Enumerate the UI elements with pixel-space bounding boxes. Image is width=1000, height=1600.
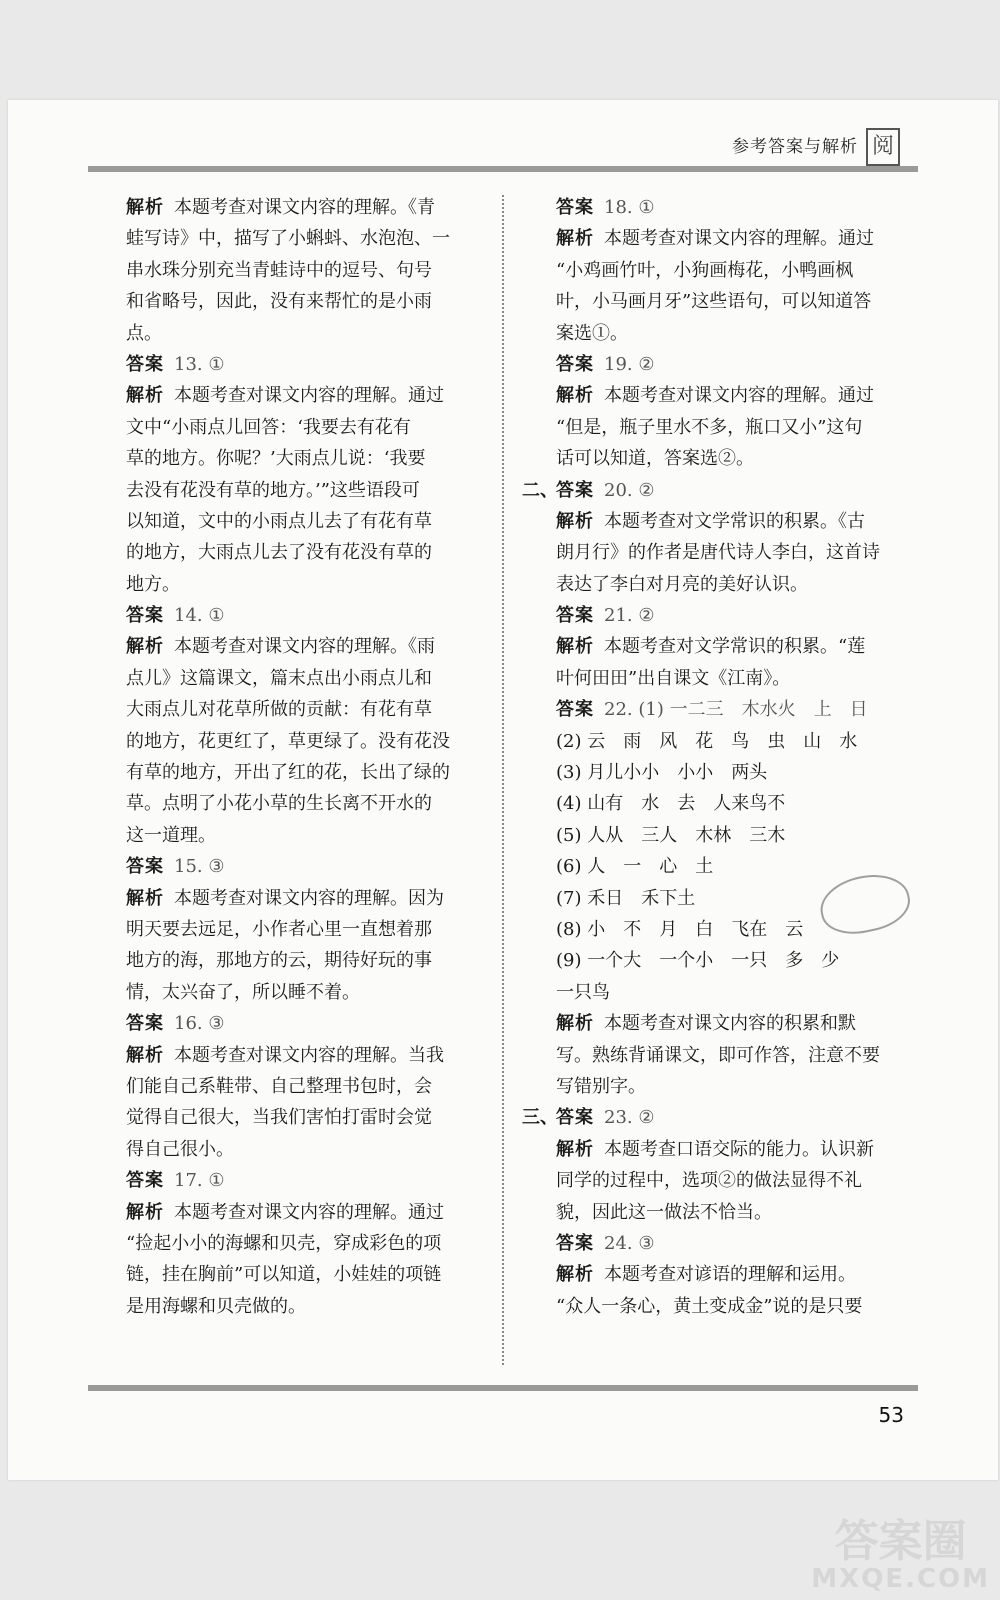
answer-value: 13. ① bbox=[174, 353, 225, 375]
explanation-text: 同学的过程中，选项②的做法显得不礼 bbox=[556, 1170, 862, 1192]
answer-entry bbox=[556, 1228, 901, 1259]
explanation-label: 解析 bbox=[126, 385, 164, 407]
answer-entry bbox=[522, 1102, 901, 1133]
explanation-text: 本题考查对课文内容的理解。通过 bbox=[174, 1201, 444, 1223]
explanation-label: 解析 bbox=[126, 1201, 164, 1223]
explanation-text: 草的地方。你呢？’大雨点儿说：‘我要 bbox=[126, 448, 426, 470]
explanation-label: 解析 bbox=[556, 385, 594, 407]
section-number: 二、 bbox=[522, 479, 558, 501]
explanation-line bbox=[556, 286, 901, 317]
explanation-line bbox=[556, 631, 901, 662]
explanation-line bbox=[126, 726, 471, 757]
left-column bbox=[126, 192, 471, 1322]
answer-label: 答案 bbox=[126, 856, 164, 878]
column-divider bbox=[502, 195, 504, 1365]
explanation-text: 案选①。 bbox=[556, 322, 628, 344]
explanation-text: 本题考查对课文内容的理解。当我 bbox=[174, 1044, 444, 1066]
explanation-line bbox=[556, 443, 901, 474]
explanation-label: 解析 bbox=[126, 636, 164, 658]
explanation-line bbox=[126, 883, 471, 914]
explanation-text: 是用海螺和贝壳做的。 bbox=[126, 1295, 306, 1317]
answer-label: 答案 bbox=[556, 605, 594, 627]
explanation-line bbox=[126, 820, 471, 851]
answer-entry bbox=[556, 600, 901, 631]
answer-line: (2) 云 雨 风 花 鸟 虫 山 水 bbox=[556, 730, 858, 752]
explanation-label: 解析 bbox=[556, 1138, 594, 1160]
answer-line: (9) 一个大 一个小 一只 多 少 bbox=[556, 950, 840, 972]
header-rule bbox=[88, 166, 918, 172]
explanation-line bbox=[126, 694, 471, 725]
answer-entry bbox=[556, 349, 901, 380]
answer-label: 答案 bbox=[556, 1232, 594, 1254]
section-number: 三、 bbox=[522, 1107, 558, 1129]
answer-label: 答案 bbox=[556, 197, 594, 218]
right-column bbox=[522, 192, 901, 1322]
explanation-line bbox=[126, 1228, 471, 1259]
explanation-text: 本题考查对文学常识的积累。《古 bbox=[604, 510, 865, 532]
explanation-text: 叶何田田”出自课文《江南》。 bbox=[556, 667, 791, 689]
answer-value: 15. ③ bbox=[174, 856, 225, 878]
explanation-line bbox=[556, 1291, 901, 1322]
explanation-text: 文中“小雨点儿回答：‘我要去有花有 bbox=[126, 416, 411, 438]
explanation-line bbox=[126, 1134, 471, 1165]
explanation-text: 情，太兴奋了，所以睡不着。 bbox=[126, 981, 360, 1003]
answer-label: 答案 bbox=[126, 605, 164, 627]
explanation-line bbox=[556, 537, 901, 568]
explanation-text: 和省略号，因此，没有来帮忙的是小雨 bbox=[126, 291, 432, 313]
explanation-text: 本题考查口语交际的能力。认识新 bbox=[604, 1138, 874, 1160]
explanation-label: 解析 bbox=[556, 1264, 594, 1286]
explanation-text: 本题考查对课文内容的积累和默 bbox=[604, 1013, 856, 1035]
explanation-text: 草。点明了小花小草的生长离不开水的 bbox=[126, 793, 432, 815]
explanation-line bbox=[126, 631, 471, 662]
explanation-text: “小鸡画竹叶，小狗画梅花，小鸭画枫 bbox=[556, 259, 854, 281]
explanation-line bbox=[126, 977, 471, 1008]
explanation-label: 解析 bbox=[556, 510, 594, 532]
explanation-line bbox=[126, 443, 471, 474]
answer-value: 24. ③ bbox=[604, 1232, 655, 1254]
explanation-text: 地方的海，那地方的云，期待好玩的事 bbox=[126, 950, 432, 972]
footer-rule bbox=[88, 1385, 918, 1391]
header-badge-icon: 阅 bbox=[866, 128, 900, 166]
answer-value: 17. ① bbox=[174, 1170, 225, 1192]
explanation-line bbox=[126, 663, 471, 694]
explanation-text: 表达了李白对月亮的美好认识。 bbox=[556, 573, 808, 595]
explanation-line bbox=[126, 255, 471, 286]
explanation-text: 本题考查对课文内容的理解。《雨 bbox=[174, 636, 435, 658]
explanation-text: 去没有花没有草的地方。’”这些语段可 bbox=[126, 479, 420, 501]
explanation-line bbox=[126, 757, 471, 788]
explanation-line bbox=[126, 1102, 471, 1133]
explanation-text: “但是，瓶子里水不多，瓶口又小”这句 bbox=[556, 416, 863, 438]
explanation-text: 链，挂在胸前”可以知道，小娃娃的项链 bbox=[126, 1264, 442, 1286]
explanation-text: 写错别字。 bbox=[556, 1075, 646, 1097]
explanation-line bbox=[556, 1197, 901, 1228]
explanation-text: 貌，因此这一做法不恰当。 bbox=[556, 1201, 772, 1223]
explanation-text: 们能自己系鞋带、自己整理书包时，会 bbox=[126, 1075, 432, 1097]
answer-entry bbox=[126, 851, 471, 882]
explanation-text: 的地方，花更红了，草更绿了。没有花没 bbox=[126, 730, 450, 752]
answer-label: 答案 bbox=[126, 353, 164, 375]
explanation-text: 写。熟练背诵课文，即可作答，注意不要 bbox=[556, 1044, 880, 1066]
explanation-line bbox=[126, 1071, 471, 1102]
answer-line: (4) 山有 水 去 人来鸟不 bbox=[556, 793, 786, 815]
answer-line: (6) 人 一 心 土 bbox=[556, 856, 714, 878]
explanation-line bbox=[126, 914, 471, 945]
explanation-line bbox=[126, 1040, 471, 1071]
answer-entry bbox=[556, 192, 901, 223]
explanation-text: 明天要去远足，小作者心里一直想着那 bbox=[126, 918, 432, 940]
answer-value: 16. ③ bbox=[174, 1013, 225, 1035]
answer-label: 答案 bbox=[556, 353, 594, 375]
explanation-text: 朗月行》的作者是唐代诗人李白，这首诗 bbox=[556, 542, 880, 564]
explanation-line bbox=[556, 1008, 901, 1039]
watermark-sub: MXQE.COM bbox=[811, 1564, 990, 1594]
explanation-line bbox=[126, 1291, 471, 1322]
answer-entry bbox=[126, 349, 471, 380]
answer-line: 一只鸟 bbox=[556, 981, 610, 1003]
answer-value: 23. ② bbox=[604, 1107, 655, 1129]
answer-line: (5) 人从 三人 木林 三木 bbox=[556, 824, 786, 846]
watermark-logo bbox=[811, 1516, 990, 1594]
answer-entry bbox=[126, 600, 471, 631]
explanation-line bbox=[126, 286, 471, 317]
answer-label: 答案 bbox=[556, 699, 594, 721]
explanation-text: 这一道理。 bbox=[126, 824, 216, 846]
explanation-line bbox=[126, 537, 471, 568]
explanation-text: 叶，小马画月牙”这些语句，可以知道答 bbox=[556, 291, 872, 313]
explanation-text: 串水珠分别充当青蛙诗中的逗号、句号 bbox=[126, 259, 432, 281]
answer-entry bbox=[126, 1165, 471, 1196]
answer-line: (3) 月儿小小 小小 两头 bbox=[556, 762, 768, 784]
explanation-line bbox=[556, 255, 901, 286]
explanation-text: 本题考查对课文内容的理解。通过 bbox=[604, 385, 874, 407]
explanation-line bbox=[126, 380, 471, 411]
document-page bbox=[8, 100, 998, 1480]
answer-line: (7) 禾日 禾下土 bbox=[556, 887, 696, 909]
explanation-line bbox=[556, 1165, 901, 1196]
explanation-line bbox=[126, 475, 471, 506]
explanation-text: 本题考查对谚语的理解和运用。 bbox=[604, 1264, 856, 1286]
explanation-line bbox=[126, 192, 471, 223]
explanation-label: 解析 bbox=[556, 228, 594, 250]
explanation-line bbox=[126, 223, 471, 254]
explanation-label: 解析 bbox=[126, 197, 164, 218]
answer-entry bbox=[126, 1008, 471, 1039]
watermark-main: 答案圈 bbox=[834, 1516, 967, 1567]
explanation-text: 的地方，大雨点儿去了没有花没有草的 bbox=[126, 542, 432, 564]
explanation-text: 本题考查对课文内容的理解。因为 bbox=[174, 887, 444, 909]
explanation-line bbox=[556, 223, 901, 254]
explanation-line bbox=[126, 788, 471, 819]
answer-entry bbox=[522, 475, 901, 506]
explanation-line bbox=[556, 569, 901, 600]
explanation-line bbox=[556, 1134, 901, 1165]
explanation-text: 蛙写诗》中，描写了小蝌蚪、水泡泡、一 bbox=[126, 228, 450, 250]
explanation-text: 本题考查对课文内容的理解。《青 bbox=[174, 197, 435, 218]
explanation-line bbox=[126, 1259, 471, 1290]
explanation-text: 本题考查对课文内容的理解。通过 bbox=[604, 228, 874, 250]
page-number: 53 bbox=[878, 1403, 904, 1427]
answer-value: 20. ② bbox=[604, 479, 655, 501]
explanation-label: 解析 bbox=[126, 1044, 164, 1066]
answer-value: 21. ② bbox=[604, 605, 655, 627]
answer-label: 答案 bbox=[126, 1013, 164, 1035]
explanation-text: 地方。 bbox=[126, 573, 180, 595]
explanation-text: 大雨点儿对花草所做的贡献：有花有草 bbox=[126, 699, 432, 721]
answer-value: 22. (1) 一二三 木水火 上 日 bbox=[604, 699, 868, 721]
answer-value: 18. ① bbox=[604, 197, 655, 218]
explanation-text: 以知道，文中的小雨点儿去了有花有草 bbox=[126, 510, 432, 532]
explanation-text: 话可以知道，答案选②。 bbox=[556, 448, 754, 470]
explanation-text: 点。 bbox=[126, 322, 162, 344]
explanation-line bbox=[126, 318, 471, 349]
explanation-line bbox=[556, 663, 901, 694]
explanation-line bbox=[556, 506, 901, 537]
explanation-label: 解析 bbox=[556, 636, 594, 658]
explanation-text: 本题考查对文学常识的积累。“莲 bbox=[604, 636, 866, 658]
answer-line: (8) 小 不 月 白 飞在 云 bbox=[556, 918, 804, 940]
explanation-line bbox=[556, 412, 901, 443]
explanation-line bbox=[126, 945, 471, 976]
explanation-line bbox=[556, 318, 901, 349]
explanation-text: 点儿》这篇课文，篇末点出小雨点儿和 bbox=[126, 667, 432, 689]
answer-label: 答案 bbox=[556, 1107, 594, 1129]
explanation-line bbox=[126, 569, 471, 600]
answer-entry bbox=[556, 694, 901, 725]
explanation-line bbox=[126, 506, 471, 537]
explanation-line bbox=[126, 1197, 471, 1228]
explanation-text: 觉得自己很大，当我们害怕打雷时会觉 bbox=[126, 1107, 432, 1129]
explanation-text: 有草的地方，开出了红的花，长出了绿的 bbox=[126, 762, 450, 784]
answer-label: 答案 bbox=[556, 479, 594, 501]
explanation-text: “众人一条心，黄土变成金”说的是只要 bbox=[556, 1295, 863, 1317]
explanation-line bbox=[556, 380, 901, 411]
explanation-text: 得自己很小。 bbox=[126, 1138, 234, 1160]
explanation-line bbox=[556, 1071, 901, 1102]
explanation-text: 本题考查对课文内容的理解。通过 bbox=[174, 385, 444, 407]
explanation-line bbox=[126, 412, 471, 443]
explanation-label: 解析 bbox=[556, 1013, 594, 1035]
explanation-label: 解析 bbox=[126, 887, 164, 909]
answer-label: 答案 bbox=[126, 1170, 164, 1192]
explanation-text: “捡起小小的海螺和贝壳，穿成彩色的项 bbox=[126, 1232, 442, 1254]
explanation-line bbox=[556, 1259, 901, 1290]
header-title: 参考答案与解析 bbox=[732, 137, 858, 157]
answer-value: 14. ① bbox=[174, 605, 225, 627]
answer-value: 19. ② bbox=[604, 353, 655, 375]
explanation-line bbox=[556, 1040, 901, 1071]
